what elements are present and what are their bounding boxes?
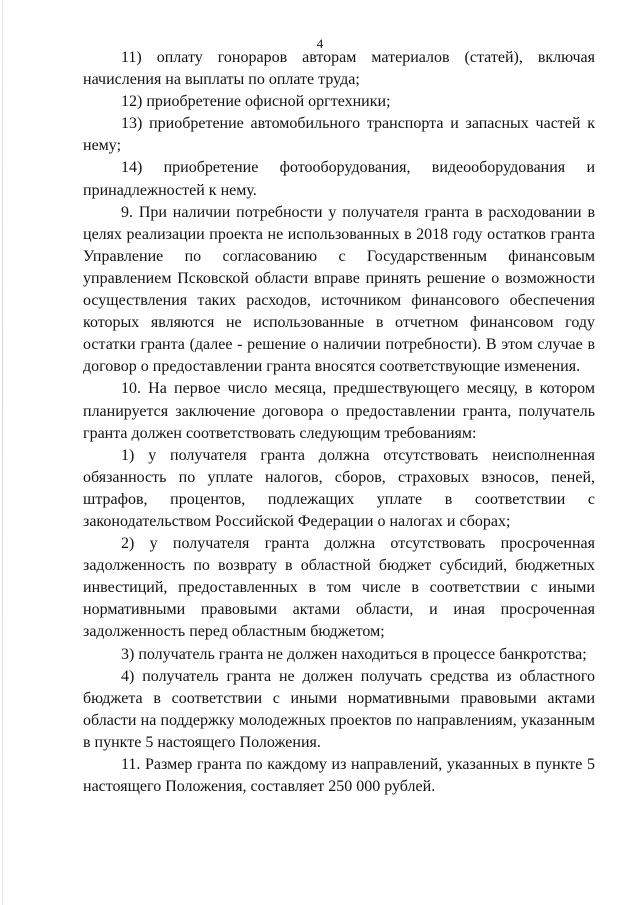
page-number: 4 <box>316 36 324 51</box>
paragraph-requirement-1: 1) у получателя гранта должна отсутствовать неисполненная обязанность по уплате налогов, сборов, страховых взносов, пеней, штрафов, процентов, подлежащих уплате в соответствии с законодательством Российской Федерации о налогах и сборах; <box>83 446 595 530</box>
paragraph-requirement-3: 3) получатель гранта не должен находиться в процессе банкротства; <box>121 645 587 663</box>
paragraph-clause-10: 10. На первое число месяца, предшествующего месяцу, в котором планируется заключение договора о предоставлении гранта, получатель гранта должен соответствовать следующим требованиям: <box>83 380 595 442</box>
paragraph-item-12: 12) приобретение офисной оргтехники; <box>121 93 391 111</box>
page-edge <box>2 0 3 905</box>
paragraph-requirement-4: 4) получатель гранта не должен получать средства из областного бюджета в соответствии с иными нормативными правовыми актами области на поддержку молодежных проектов по направлениям, указанным в пункте 5 настоящего Положения. <box>83 667 595 751</box>
paragraph-requirement-2: 2) у получателя гранта должна отсутствовать просроченная задолженность по возврату в областной бюджет субсидий, бюджетных инвестиций, предоставленных в том числе в соответствии с иными нормативными правовыми актами области, и иная просроченная задолженность перед областным бюджетом; <box>83 535 595 641</box>
paragraph-item-13: 13) приобретение автомобильного транспорта и запасных частей к нему; <box>83 115 595 155</box>
paragraph-clause-9: 9. При наличии потребности у получателя гранта в расходовании в целях реализации проекта не использованных в 2018 году остатков гранта Управление по согласованию с Государственным финансовым управлением Псковской области вправе принять решение о возможности осуществления таких расходов, источником финансового обеспечения которых являются не использованные в отчетном финансовом году остатки гранта (далее - решение о наличии потребности). В этом случае в договор о предоставлении гранта вносятся соответствующие изменения. <box>83 203 595 376</box>
paragraph-item-14: 14) приобретение фотооборудования, видеооборудования и принадлежностей к нему. <box>83 159 595 199</box>
paragraph-item-11: 11) оплату гонораров авторам материалов (статей), включая начисления на выплаты по оплате труда; <box>83 49 595 89</box>
paragraph-clause-11: 11. Размер гранта по каждому из направлений, указанных в пункте 5 настоящего Положения, составляет 250 000 рублей. <box>83 756 595 796</box>
document-body <box>83 47 595 798</box>
